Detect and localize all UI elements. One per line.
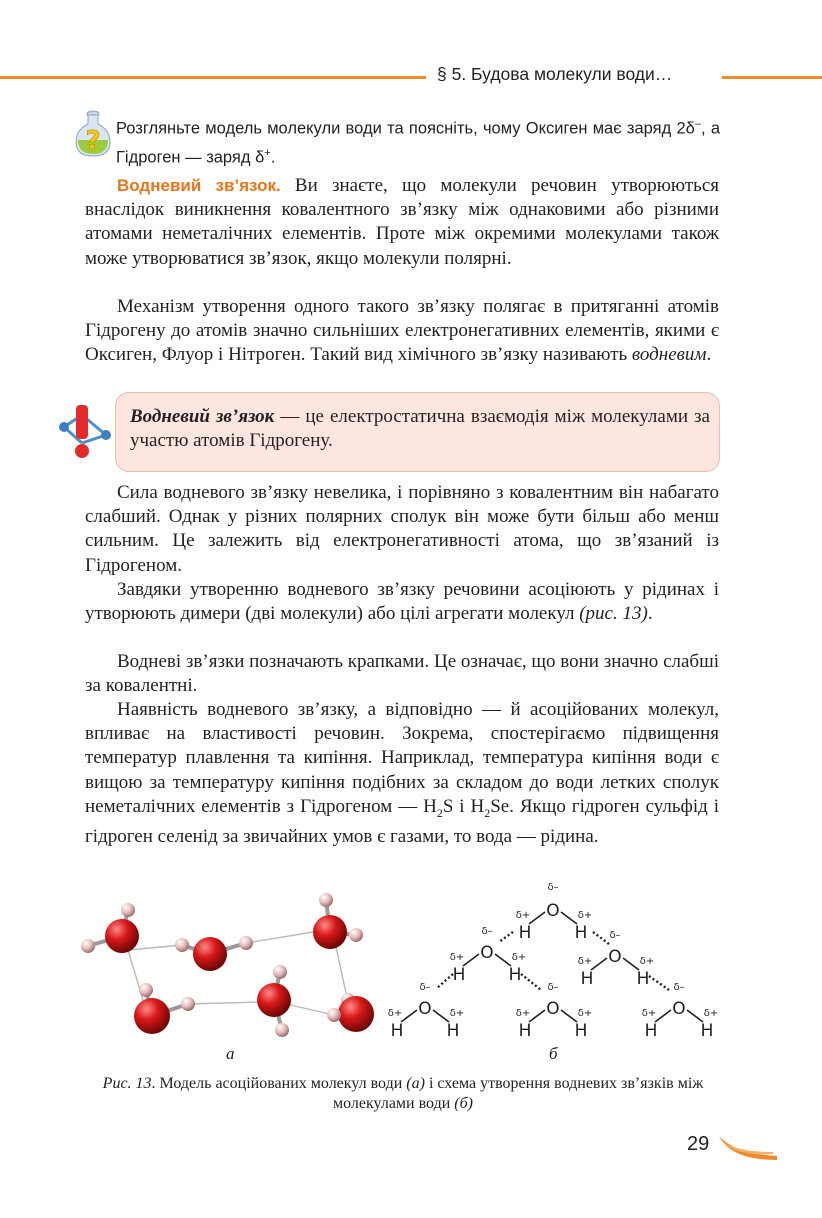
oxygen-atom: O — [672, 999, 686, 1019]
figure-b-hbond-scheme — [385, 876, 725, 1046]
delta-plus-label: δ+ — [577, 1008, 593, 1019]
delta-plus-label: δ+ — [449, 1008, 465, 1019]
figure-caption: Рис. 13. Модель асоційованих молекул води (а) і схема утворення водневих зв’язків між молекулами води (б) — [102, 1075, 704, 1112]
paragraph-mechanism: Механізм утворення одного такого зв’язку полягає в притяганні атомів Гідрогену до атомів значно сильніших електронегативних елементів, якими є Оксиген, Флуор і Нітроген. Такий вид хімічного зв’язку називають водневим. — [85, 296, 719, 366]
svg-text:?: ? — [85, 126, 101, 156]
delta-minus-label: δ– — [673, 982, 685, 993]
header-rule-right — [722, 76, 822, 79]
delta-plus-label: δ+ — [577, 910, 593, 921]
exclamation-molecule-icon — [56, 403, 116, 461]
paragraph-properties: Наявність водневого зв’язку, а відповідно — й асоційованих молекул, впливає на властивості речовин. Зокрема, спостерігаємо підвищення температур плавлення та кипіння. Наприклад, температура кипіння води є вищою за температуру кипіння подібних за складом до води летких сполук неметалічних елементів з Гідрогеном — $H_2S$ і $H_2Se$. Якщо гідроген сульфід і гідроген селенід за звичайних умов є газами, то вода — рідина. — [85, 699, 719, 847]
hydrogen-atom: H — [700, 1021, 714, 1041]
running-header: § 5. Будова молекули води… — [437, 64, 673, 84]
oxygen-atom: O — [608, 947, 622, 967]
hydrogen-atom: H — [452, 965, 466, 985]
page-number: 29 — [687, 1133, 710, 1155]
delta-minus-label: δ– — [481, 926, 493, 937]
delta-plus-label: δ+ — [641, 1008, 657, 1019]
question-text: Розгляньте модель молекули води та поясніть, чому Оксиген має заряд 2δ–, а Гідроген — заряд δ+. — [116, 118, 720, 166]
delta-minus-label: δ– — [419, 982, 431, 993]
delta-plus-label: δ+ — [577, 956, 593, 967]
hydrogen-atom: H — [518, 923, 532, 943]
hydrogen-atom: H — [644, 1021, 658, 1041]
hydrogen-atom: H — [508, 965, 522, 985]
hydrogen-atom: H — [446, 1021, 460, 1041]
hydrogen-atom: H — [636, 969, 650, 989]
hydrogen-atom: H — [574, 1021, 588, 1041]
section-lead: Водневий зв’язок. — [117, 176, 281, 195]
figure-label-b: б — [549, 1044, 558, 1063]
delta-plus-label: δ+ — [515, 1008, 531, 1019]
page-corner-swoosh-icon — [717, 1132, 779, 1162]
hydrogen-atom: H — [518, 1021, 532, 1041]
header-rule-left — [0, 76, 426, 79]
delta-plus-label: δ+ — [703, 1008, 719, 1019]
paragraph-notation: Водневі зв’язки позначають крапками. Це означає, що вони значно слабші за ковалентні. — [85, 651, 719, 697]
paragraph-bond-strength: Сила водневого зв’язку невелика, і порівняно з ковалентним він набагато слабший. Однак у різних полярних сполук він може бути більш або менш сильним. Це залежить від електронегативності атома, що зв’язаний із Гідрогеном. — [85, 482, 719, 576]
oxygen-atom: O — [418, 999, 432, 1019]
oxygen-atom: O — [480, 943, 494, 963]
definition-text: Водневий зв’язок — це електростатична взаємодія між молекулами за участю атомів Гідрогену. — [130, 406, 710, 452]
hydrogen-atom: H — [390, 1021, 404, 1041]
delta-minus-label: δ– — [547, 982, 559, 993]
paragraph-hydrogen-bond-intro: Водневий зв’язок. Ви знаєте, що молекули речовин утворюються внаслідок виникнення ковалентного зв’язку між однаковими або різними атомами неметалічних елементів. Проте між окремими молекулами також може утворюватися зв’язок, якщо молекули полярні. — [85, 175, 719, 269]
hydrogen-atom: H — [574, 923, 588, 943]
delta-minus-label: δ– — [547, 882, 559, 893]
figure-label-a: а — [226, 1044, 235, 1063]
definition-term: Водневий зв’язок — [130, 406, 275, 427]
oxygen-atom: O — [546, 901, 560, 921]
question-flask-icon — [72, 108, 114, 160]
delta-minus-label: δ– — [609, 930, 621, 941]
hydrogen-atom: H — [580, 969, 594, 989]
delta-plus-label: δ+ — [387, 1008, 403, 1019]
delta-plus-label: δ+ — [511, 952, 527, 963]
delta-plus-label: δ+ — [515, 910, 531, 921]
oxygen-atom: O — [546, 999, 560, 1019]
delta-plus-label: δ+ — [639, 956, 655, 967]
figure-a-ball-model — [76, 886, 376, 1038]
paragraph-association: Завдяки утворенню водневого зв’язку речовини асоціюють у рідинах і утворюють димери (дві молекули) або цілі агрегати молекул (рис. 13). — [85, 579, 719, 625]
delta-plus-label: δ+ — [449, 952, 465, 963]
